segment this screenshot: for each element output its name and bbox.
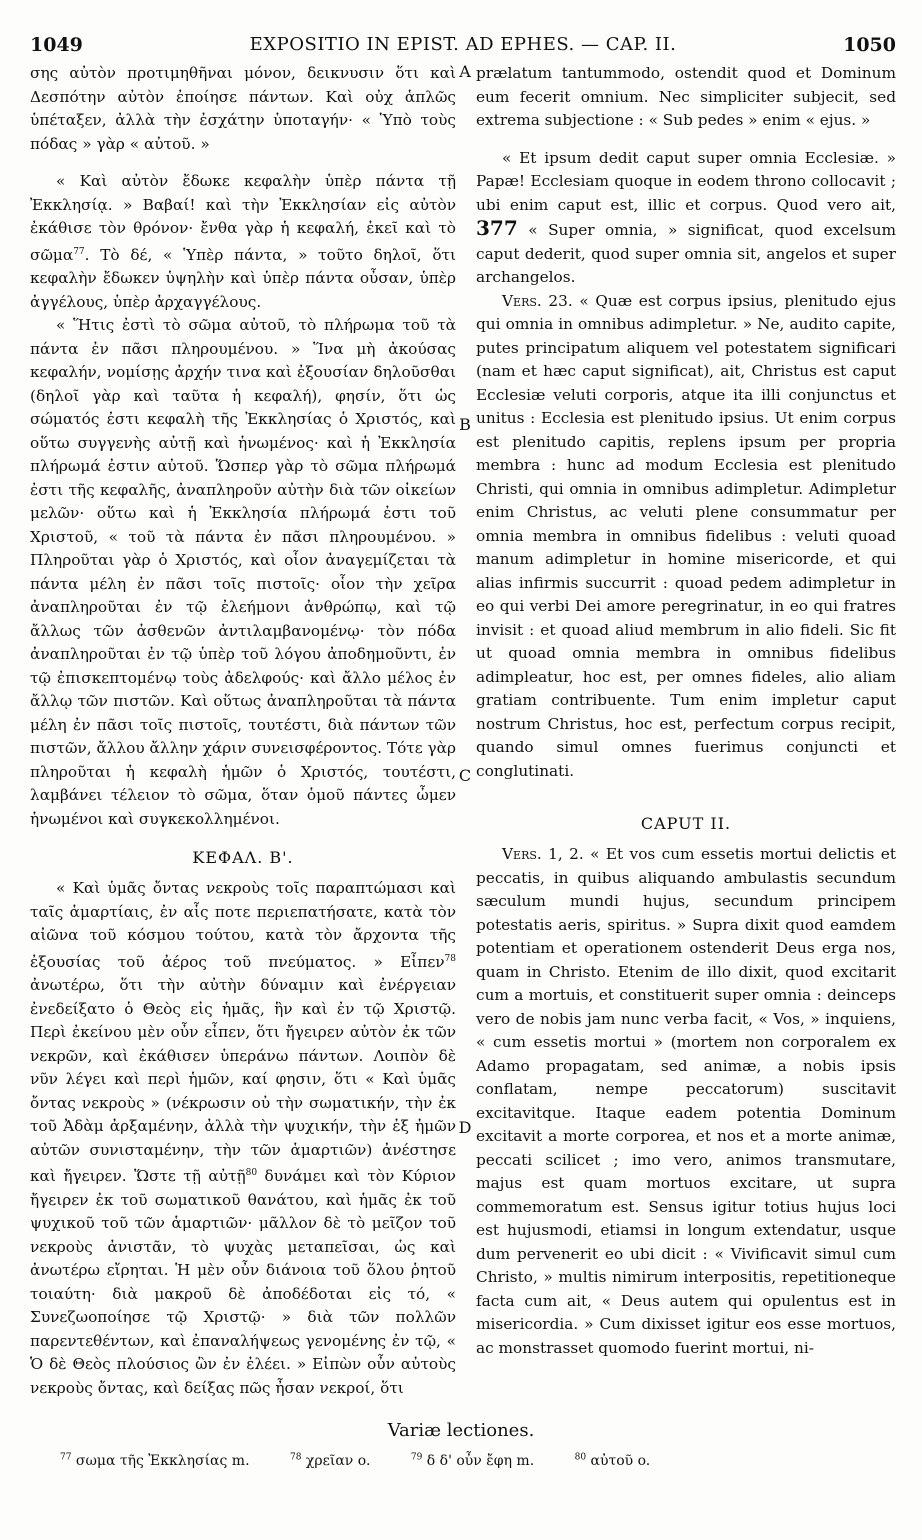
- greek-paragraph: « Καὶ ὑμᾶς ὄντας νεκροὺς τοῖς παραπτώμασι καὶ ταῖς ἁμαρτίαις, ἐν αἷς ποτε περιεπατήσατε, κατὰ τὸν αἰῶνα τοῦ κόσμου τούτου, κατὰ τὸν ἄρχοντα τῆς ἐξουσίας τοῦ ἀέρος τοῦ πνεύματος. » Εἶπεν$^{78}$ ἀνωτέρω, ὅτι τὴν αὐτὴν δύναμιν καὶ ἐνέργειαν ἐνεδείξατο ὁ Θεὸς εἰς ἡμᾶς, ἣν καὶ ἐν τῷ Χριστῷ. Περὶ ἐκείνου μὲν οὖν εἶπεν, ὅτι ἤγειρεν αὐτὸν ἐκ τῶν νεκρῶν, καὶ ἐκάθισεν ὑπεράνω πάντων. Λοιπὸν δὲ νῦν λέγει καὶ περὶ ἡμῶν, καί φησιν, ὅτι « Καὶ ὑμᾶς ὄντας νεκροὺς » (νέκρωσιν οὐ τὴν σωματικήν, τὴν ἐκ τοῦ Ἀδὰμ ἀρξαμένην, ἀλλὰ τὴν ψυχικήν, τὴν ἐξ ἡμῶν αὐτῶν συνισταμένην, τὴν τῶν ἁμαρτιῶν) ἀνέστησε καὶ ἤγειρεν. Ὥστε τῇ αὐτῇ$^{80}$ δυνάμει καὶ τὸν Κύριον ἤγειρεν ἐκ τοῦ σωματικοῦ θανάτου, καὶ ἡμᾶς ἐκ τοῦ ψυχικοῦ τοῦ τῶν ἁμαρτιῶν· μᾶλλον δὲ τὸ μεῖζον τοῦ νεκροὺς ἀνιστᾶν, τὸ ψυχὰς μεταπεῖσαι, ὡς καὶ ἀνωτέρω εἴρηται. Ἡ μὲν οὖν διάνοια τοῦ ὅλου ῥητοῦ τοιαύτη· διὰ μακροῦ δὲ ἀποδέδοται εἰς τό, « Συνεζωοποίησε τῷ Χριστῷ· » διὰ τῶν πολλῶν παρεντεθέντων, καὶ ἐπαναλήψεως γενομένης ἐν τῷ, « Ὁ δὲ Θεὸς πλούσιος ὢν ἐν ἐλέει. » Εἰπὼν οὖν αὐτοὺς νεκροὺς ὄντας, καὶ δείξας πῶς ἦσαν νεκροί, ὅτι: [30, 879, 456, 1397]
- greek-column: [30, 62, 456, 1400]
- page-number-left: 1049: [30, 34, 83, 56]
- latin-paragraph: Vers. 1, 2. « Et vos cum essetis mortui delictis et peccatis, in quibus aliquando ambulastis secundum sæculum mundi hujus, secundum principem potestatis aeris, spiritus. » Supra dixit quod eamdem potentiam et operationem ostenderit Deus erga nos, quam in Christo. Etenim de illo dixit, quod excitarit cum a mortuis, et constituerit super omnia : deinceps vero de nobis jam nunc verba facit, « Vos, » inquiens, « cum essetis mortui » (mortem non corporalem ex Adamo propagatam, sed animæ, a nobis ipsis conflatam, nempe peccatorum) suscitavit excitavitque. Itaque eadem potentia Dominum excitavit a morte corporea, et nos et a morte animæ, peccati scilicet ; imo vero, animos transmutare, majus est quam mortuos excitare, ut supra commemoratum est. Sensus igitur totius hujus loci est hujusmodi, etiamsi in longum extendatur, usque dum pervenerit eo ubi dicit : « Vivificavit simul cum Christo, » multis nimirum interpositis, repetitioneque facta cum ait, « Deus autem qui opulentus est in misericordia. » Cum dixisset igitur eos esse mortuos, ac monstrasset quomodo fuerint mortui, ni-: [476, 845, 896, 1357]
- verse-label: Vers. 1, 2.: [502, 845, 584, 863]
- footnote-ref: 78: [444, 953, 456, 964]
- latin-paragraph: Vers. 23. « Quæ est corpus ipsius, plenitudo ejus qui omnia in omnibus adimpletur. » Ne, audito capite, putes principatum aliquem vel potestatem significari (nam et hæc caput significat), ait, Christus est caput Ecclesiæ veluti corporis, atque ita illi conjunctus et unitus : Ecclesia est plenitudo ipsius. Ut enim corpus est plenitudo capitis, replens ipsum per propria membra : hunc ad modum Ecclesia est plenitudo Christi, qui omnia in omnibus adimpletur. Adimpletur enim Christus, ac veluti plene consummatur per omnia membra in omnibus fidelibus : veluti quoad manum adimpletur in homine misericorde, et qui alias infirmis succurrit : quoad pedem adimpletur in eo qui verbi Dei amore peregrinatur, in eo qui fratres invisit : et quoad aliud membrum in alio fideli. Sic fit ut quoad omnia membra in omnibus fidelibus adimpleatur, hoc est, per omnes fideles, alio aliam gratiam contribuente. Tum enim impletur caput nostrum Christus, hoc est, perfectum corpus recipit, quando simul omnes fuerimus conjuncti et conglutinati.: [476, 291, 896, 780]
- margin-marker-c: C: [458, 766, 472, 785]
- variae-lectiones-notes: [60, 1452, 686, 1469]
- margin-marker-d: D: [458, 1118, 472, 1137]
- column-number: 377: [476, 216, 518, 240]
- latin-chapter-heading: CAPUT II.: [640, 814, 732, 833]
- variant-note: $^{77}$ σωμα τῆς Ἐκκλησίας m.: [60, 1452, 250, 1469]
- greek-paragraph: « Καὶ αὐτὸν ἔδωκε κεφαλὴν ὑπὲρ πάντα τῇ Ἐκκλησίᾳ. » Βαβαί! καὶ τὴν Ἐκκλησίαν εἰς αὐτὸν ἐκάθισε τὸν θρόνον· ἔνθα γὰρ ἡ κεφαλή, ἐκεῖ καὶ τὸ σῶμα$^{77}$. Τὸ δέ, « Ὑπὲρ πάντα, » τοῦτο δηλοῖ, ὅτι κεφαλὴν ἔδωκεν ὑψηλὴν καὶ ὑπὲρ πάντα οὖσαν, ὑπὲρ ἀγγέλους, ὑπὲρ ἀρχαγγέλους.: [30, 172, 456, 311]
- running-header: [30, 34, 896, 58]
- latin-paragraph: « Et ipsum dedit caput super omnia Ecclesiæ. » Papæ! Ecclesiam quoque in eodem throno collocavit ; ubi enim caput est, illic et corpus. Quod vero ait, 377 « Super omnia, » significat, quod excelsum caput dederit, quod super omnia sit, angelos et super archangelos.: [476, 148, 896, 286]
- margin-marker-a: A: [459, 62, 471, 81]
- margin-marker-b: B: [459, 415, 471, 434]
- verse-label: Vers. 23.: [502, 291, 573, 310]
- latin-paragraph: prælatum tantummodo, ostendit quod et Dominum eum fecerit omnium. Nec simpliciter subjecit, sed extrema subjectione : « Sub pedes » enim « ejus. »: [476, 64, 896, 129]
- greek-chapter-heading: ΚΕΦΑΛ. Β'.: [192, 848, 294, 868]
- running-title: EXPOSITIO IN EPIST. AD EPHES. — CAP. II.: [249, 34, 677, 55]
- variant-note: $^{79}$ δ δ' οὖν ἔφη m.: [410, 1452, 535, 1469]
- variant-note: $^{78}$ χρεῖαν o.: [289, 1452, 371, 1469]
- latin-column: [476, 62, 896, 1360]
- greek-paragraph: σης αὐτὸν προτιμηθῆναι μόνον, δεικνυσιν ὅτι καὶ Δεσπότην αὐτὸν ἐποίησε πάντων. Καὶ οὐχ ἁπλῶς ὑπέταξεν, ἀλλὰ τὴν ἐσχάτην ὑποταγήν· « Ὑπὸ τοὺς πόδας » γὰρ « αὐτοῦ. »: [30, 64, 456, 153]
- variae-lectiones-title: Variæ lectiones.: [387, 1420, 535, 1441]
- footnote-ref: 80: [245, 1168, 258, 1179]
- page-number-right: 1050: [843, 34, 896, 56]
- variant-note: $^{80}$ αὐτοῦ o.: [574, 1452, 651, 1469]
- footnote-ref: 77: [73, 246, 85, 257]
- greek-paragraph: « Ἥτις ἐστὶ τὸ σῶμα αὐτοῦ, τὸ πλήρωμα τοῦ τὰ πάντα ἐν πᾶσι πληρουμένου. » Ἵνα μὴ ἀκούσας κεφαλήν, νομίσῃς ἀρχήν τινα καὶ ἐξουσίαν δηλοῦσθαι (δηλοῖ γὰρ καὶ ταῦτα ἡ κεφαλή), φησίν, ὅτι ὡς σώματός ἐστι κεφαλὴ τῆς Ἐκκλησίας ὁ Χριστός, καὶ οὕτω συγγενὴς αὐτῇ καὶ ἡνωμένος· καὶ ἡ Ἐκκλησία πλήρωμά ἐστιν αὐτοῦ. Ὥσπερ γὰρ τὸ σῶμα πλήρωμά ἐστι τῆς κεφαλῆς, ἀναπληροῦν αὐτὴν διὰ τῶν οἰκείων μελῶν· οὕτω καὶ ἡ Ἐκκλησία πλήρωμά ἐστι τοῦ Χριστοῦ, « τοῦ τὰ πάντα ἐν πᾶσι πληρουμένου. » Πληροῦται γὰρ ὁ Χριστός, καὶ οἷον ἀναγεμίζεται τὰ πάντα μέλη ἐν πᾶσι τοῖς πιστοῖς· οἷον τὴν χεῖρα ἀναπληροῦται ἐν τῷ ἐλεήμονι ἀνθρώπῳ, καὶ τῷ ἄλλως τῶν ἀσθενῶν ἀντιλαμβανομένῳ· τὸν πόδα ἀναπληροῦται ἐν τῷ ὑπὲρ τοῦ λόγου ἀποδημοῦντι, ἐν τῷ ἐπισκεπτομένῳ τοὺς ἀδελφούς· καὶ ἄλλο μέλος ἐν ἄλλῳ τῶν πιστῶν. Καὶ οὕτως ἀναπληροῦται τὰ πάντα μέλη ἐν πᾶσι τοῖς πιστοῖς, τουτέστι, διὰ πάντων τῶν πιστῶν, ἄλλου ἄλλην χάριν συνεισφέροντος. Τότε γὰρ πληροῦται ἡ κεφαλὴ ἡμῶν ὁ Χριστός, τουτέστι, λαμβάνει τέλειον τὸ σῶμα, ὅταν ὁμοῦ πάντες ὦμεν ἡνωμένοι καὶ συγκεκολλημένοι.: [30, 316, 456, 828]
